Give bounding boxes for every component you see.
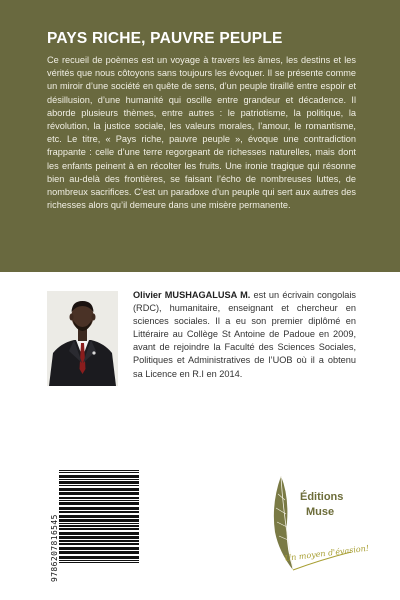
author-portrait-image xyxy=(47,291,118,386)
author-name: Olivier MUSHAGALUSA M. xyxy=(133,290,251,300)
isbn-barcode xyxy=(47,470,139,564)
publisher-name-line2: Muse xyxy=(306,506,335,518)
book-summary: Ce recueil de poèmes est un voyage à travers les âmes, les destins et les vérités que nous côtoyons sans toujours les évoquer. Il se présente comme un miroir d’une société en quête de sens, d’un peuple tiraillé entre espoir et désillusion, d’une humanité qui oscille entre grandeur et décadence. Il aborde plusieurs thèmes, entre autres : le patriotisme, la politique, la révolution, la justice sociale, les valeurs morales, l’amour, le romantisme, etc. Le titre, « Pays riche, pauvre peuple », évoque une contradiction frappante : celle d’une terre regorgeant de richesses naturelles, mais dont les enfants peinent à en récolter les fruits. Une ironie tragique qui résonne bien au-delà des frontières, se faisant l’écho de nombreuses luttes, de nombreux sacrifices. C’est un paradoxe d’un peuple qui sert aux autres des richesses alors qu’il demeure dans une misère permanente. xyxy=(47,55,356,211)
author-photo xyxy=(47,291,118,386)
barcode-bars-icon xyxy=(47,470,139,564)
isbn-digits: 9786207816545 xyxy=(50,514,59,582)
summary-panel xyxy=(0,0,400,272)
book-title: PAYS RICHE, PAUVRE PEUPLE xyxy=(47,30,283,47)
publisher-tagline: Un moyen d'évasion! xyxy=(284,543,370,563)
author-bio-text: est un écrivain congolais (RDC), humanitaire, enseignant et chercheur en sciences sociales. Il a eu son premier diplômé en Littéraire au Collège St Antoine de Padoue en 2009, avant de rejoindre la Faculté des Sciences Sociales, Politiques et Administratives de l’UOB où il a obtenu sa Licence en R.I en 2014. xyxy=(133,290,356,379)
author-bio xyxy=(133,289,356,381)
publisher-name-line1: Éditions xyxy=(300,491,344,503)
